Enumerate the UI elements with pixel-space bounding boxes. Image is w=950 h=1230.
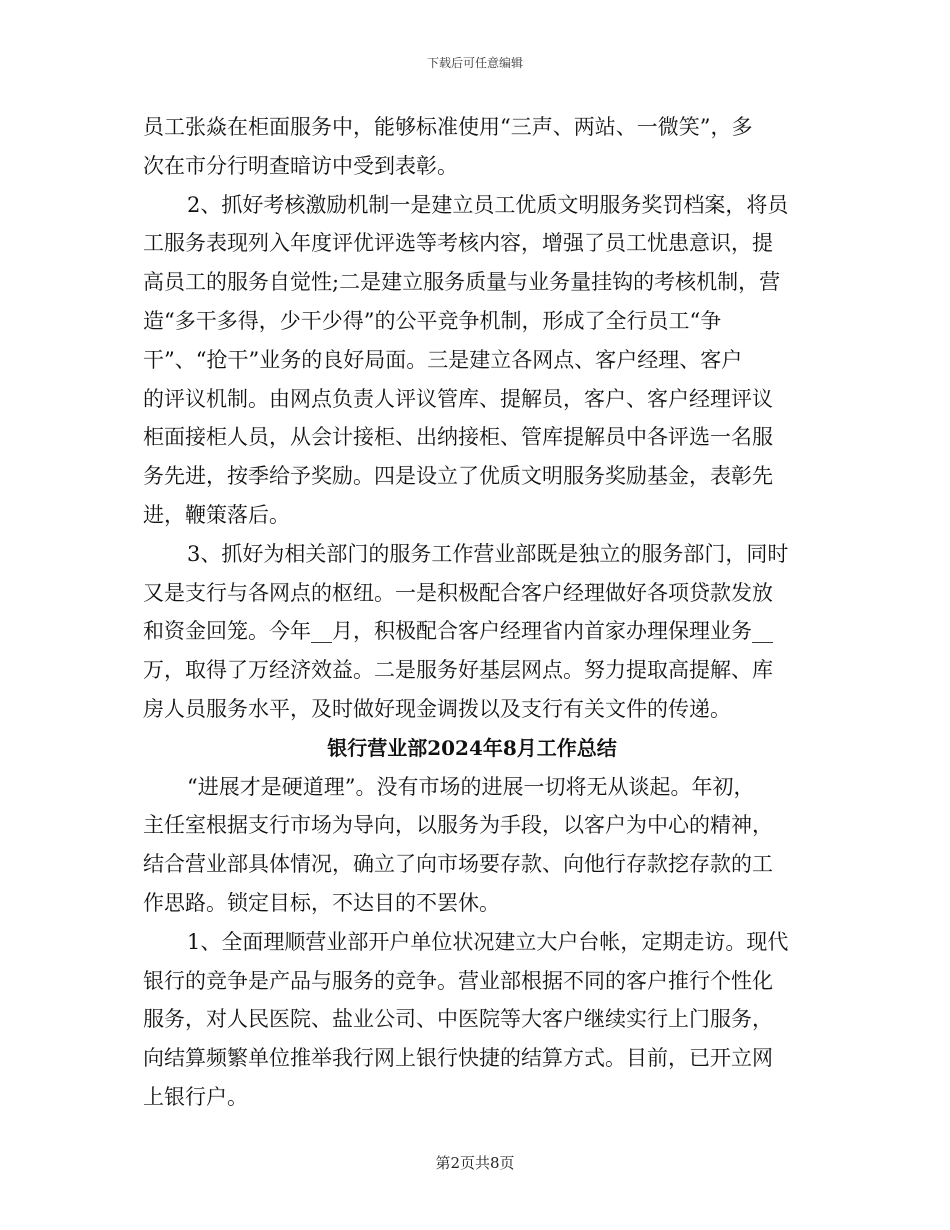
text-line: 作思路。锁定目标，不达目的不罢休。 xyxy=(143,890,500,915)
paragraph-start: 1、全面理顺营业部开户单位状况建立大户台帐，定期走访。现代 xyxy=(187,929,789,954)
text-line: 高员工的服务自觉性;二是建立服务质量与业务量挂钩的考核机制，营 xyxy=(143,270,781,295)
text-line: 和资金回笼。今年__月，积极配合客户经理省内首家办理保理业务__ xyxy=(143,619,773,644)
text-line: 万，取得了万经济效益。二是服务好基层网点。努力提取高提解、库 xyxy=(143,658,773,683)
paragraph-start: “进展才是硬道理”。没有市场的进展一切将无从谈起。年初， xyxy=(187,774,755,799)
page-header: 下载后可任意编辑 xyxy=(426,56,523,70)
text-line: 上银行户。 xyxy=(143,1084,248,1109)
text-line: 次在市分行明查暗访中受到表彰。 xyxy=(143,153,458,178)
text-line: 工服务表现列入年度评优评选等考核内容，增强了员工忧患意识，提 xyxy=(143,231,773,256)
text-line: 服务，对人民医院、盐业公司、中医院等大客户继续实行上门服务， xyxy=(143,1007,773,1032)
text-line: 主任室根据支行市场为导向，以服务为手段，以客户为中心的精神， xyxy=(143,813,773,838)
text-line: 房人员服务水平，及时做好现金调拨以及支行有关文件的传递。 xyxy=(143,696,731,721)
text-line: 务先进，按季给予奖励。四是设立了优质文明服务奖励基金，表彰先 xyxy=(143,464,773,489)
page-footer: 第2页共8页 xyxy=(435,1154,515,1172)
text-line: 又是支行与各网点的枢纽。一是积极配合客户经理做好各项贷款发放 xyxy=(143,580,773,605)
text-line: 造“多干多得，少干少得”的公平竞争机制，形成了全行员工“争 xyxy=(143,308,722,333)
paragraph-start: 2、抓好考核激励机制一是建立员工优质文明服务奖罚档案，将员 xyxy=(187,192,789,217)
text-line: 员工张焱在柜面服务中，能够标准使用“三声、两站、一微笑”，多 xyxy=(143,115,753,139)
text-line: 结合营业部具体情况，确立了向市场要存款、向他行存款挖存款的工 xyxy=(143,852,773,877)
text-line: 的评议机制。由网点负责人评议管库、提解员，客户、客户经理评议 xyxy=(143,386,773,411)
text-line: 进，鞭策落后。 xyxy=(143,502,290,527)
text-line: 干”、“抢干”业务的良好局面。三是建立各网点、客户经理、客户 xyxy=(143,347,743,372)
text-line: 向结算频繁单位推举我行网上银行快捷的结算方式。目前，已开立网 xyxy=(143,1046,773,1071)
section-title: 银行营业部2024年8月工作总结 xyxy=(327,735,617,760)
document-body xyxy=(143,108,809,1117)
text-line: 银行的竞争是产品与服务的竞争。营业部根据不同的客户推行个性化 xyxy=(143,968,773,993)
text-line: 柜面接柜人员，从会计接柜、出纳接柜、管库提解员中各评选一名服 xyxy=(143,425,773,450)
paragraph-start: 3、抓好为相关部门的服务工作营业部既是独立的服务部门，同时 xyxy=(187,541,789,566)
